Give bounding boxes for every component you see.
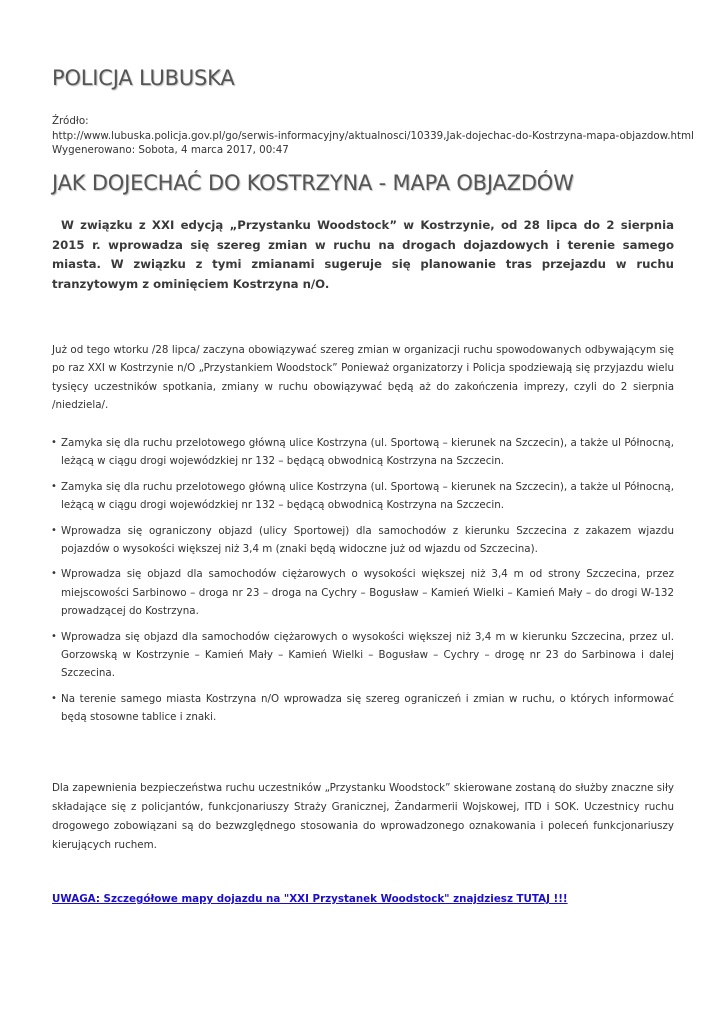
list-item xyxy=(52,434,674,471)
bullet-icon: • xyxy=(51,568,57,580)
detour-list xyxy=(52,434,674,734)
source-label: Źródło: xyxy=(52,115,89,127)
list-item xyxy=(52,565,674,620)
article-lead: W związku z XXI edycją „Przystanku Woodstock” w Kostrzynie, od 28 lipca do 2 sierpnia 2015 r. wprowadza się szereg zmian w ruchu na drogach dojazdowych i terenie samego miasta. W związku z tymi zmianami sugeruje się planowanie tras przejazdu w ruchu tranzytowym z ominięciem Kostrzyna n/O. xyxy=(52,218,674,291)
list-item-text: Zamyka się dla ruchu przelotowego główną ulice Kostrzyna (ul. Sportową – kierunek na Szczecin), a także ul Północną, leżącą w ciągu drogi wojewódzkiej nr 132 – będącą obwodnicą Kostrzyna na Szczecin. xyxy=(61,480,674,512)
list-item xyxy=(52,628,674,683)
maps-link[interactable]: UWAGA: Szczegółowe mapy dojazdu na "XXI Przystanek Woodstock" znajdziesz TUTAJ !!! xyxy=(52,893,568,905)
bullet-icon: • xyxy=(51,480,57,492)
site-title: POLICJA LUBUSKA xyxy=(52,66,235,90)
bullet-icon: • xyxy=(51,630,57,642)
list-item xyxy=(52,522,674,559)
bullet-icon: • xyxy=(51,437,57,448)
source-url: http://www.lubuska.policja.gov.pl/go/serwis-informacyjny/aktualnosci/10339,Jak-dojechac-do-Kostrzyna-mapa-objazdow.html xyxy=(52,129,694,142)
list-item-text: Wprowadza się objazd dla samochodów ciężarowych o wysokości większej niż 3,4 m w kierunku Szczecina, przez ul. Gorzowską w Kostrzynie – Kamień Mały – Kamień Wielki – Bogusław – Cychry – drogę nr 23 do Sarbinowa i dalej Szczecina. xyxy=(61,630,674,680)
source-block xyxy=(52,114,694,158)
article-title: JAK DOJECHAĆ DO KOSTRZYNA - MAPA OBJAZDÓW xyxy=(52,171,574,195)
bullet-icon: • xyxy=(51,524,57,536)
list-item-text: Wprowadza się ograniczony objazd (ulicy Sportowej) dla samochodów z kierunku Szczecina z zakazem wjazdu pojazdów o wysokości większej niż 3,4 m (znaki będą widoczne już od wjazdu od Szczecina). xyxy=(61,524,674,556)
article-closing: Dla zapewnienia bezpieczeństwa ruchu uczestników „Przystanku Woodstock” skierowane zostaną do służby znaczne siły składające się z policjantów, funkcjonariuszy Straży Granicznej, Żandarmerii Wojskowej, ITD i SOK. Uczestnicy ruchu drogowego zobowiązani są do bezwzględnego stosowania do wprowadzonego oznakowania i poleceń funkcjonariuszy kierujących ruchem. xyxy=(52,782,674,851)
list-item xyxy=(52,478,674,515)
bullet-icon: • xyxy=(51,692,57,704)
list-item-text: Na terenie samego miasta Kostrzyna n/O wprowadza się szereg ograniczeń i zmian w ruchu, o których informować będą stosowne tablice i znaki. xyxy=(61,692,674,724)
article-intro: Już od tego wtorku /28 lipca/ zaczyna obowiązywać szereg zmian w organizacji ruchu spowodowanych odbywającym się po raz XXI w Kostrzynie n/O „Przystankiem Woodstock” Ponieważ organizatorzy i Policja spodziewają się przyjazdu wielu tysięcy uczestników spotkania, zmiany w ruchu obowiązywać będą aż do zakończenia imprezy, czyli do 2 sierpnia /niedziela/. xyxy=(52,344,674,412)
generated-date: Wygenerowano: Sobota, 4 marca 2017, 00:47 xyxy=(52,144,289,157)
list-item-text: Zamyka się dla ruchu przelotowego główną ulice Kostrzyna (ul. Sportową – kierunek na Szczecin), a także ul Północną, leżącą w ciągu drogi wojewódzkiej nr 132 – będącą obwodnicą Kostrzyna na Szczecin. xyxy=(61,437,674,468)
list-item xyxy=(52,690,674,727)
list-item-text: Wprowadza się objazd dla samochodów ciężarowych o wysokości większej niż 3,4 m od strony Szczecina, przez miejscowości Sarbinowo – droga nr 23 – droga na Cychry – Bogusław – Kamień Wielki – Kamień Mały – do drogi W-132 prowadzącej do Kostrzyna. xyxy=(61,568,674,618)
